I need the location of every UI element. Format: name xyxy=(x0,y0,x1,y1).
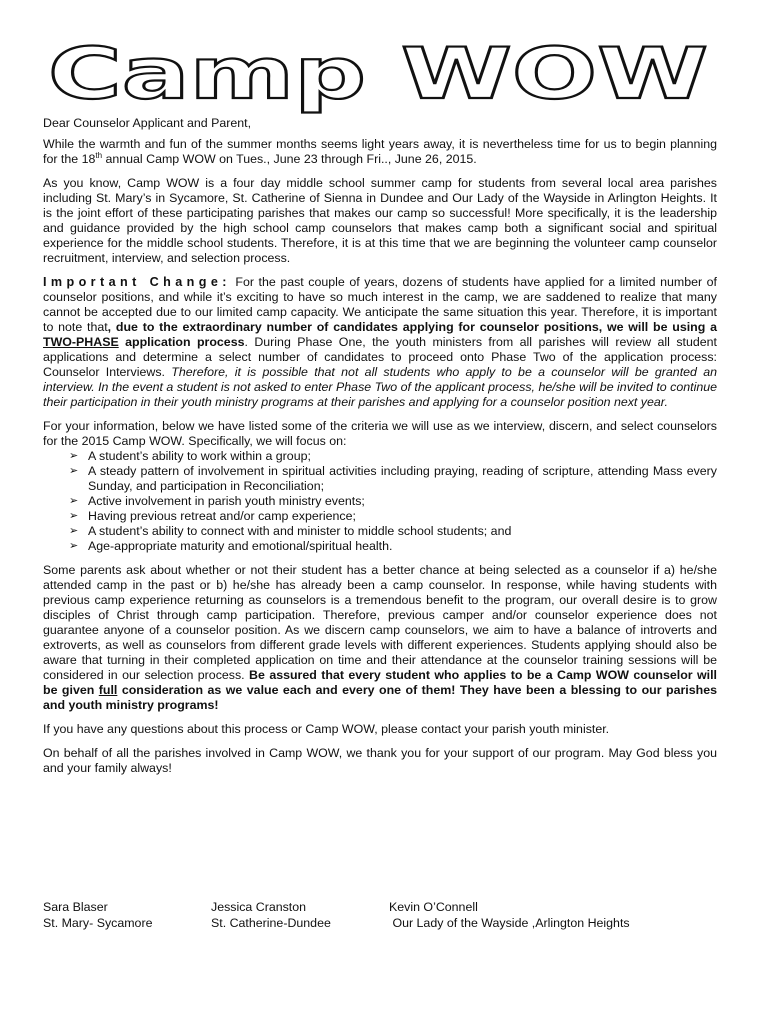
signature-3 xyxy=(389,899,630,931)
important-change-heading: Important Change: xyxy=(43,275,231,289)
arrowhead-bullet-icon: ➢ xyxy=(69,450,79,462)
signer-parish: St. Mary- Sycamore xyxy=(43,916,153,930)
arrowhead-bullet-icon: ➢ xyxy=(69,465,79,477)
paragraph-selection xyxy=(43,563,717,713)
paragraph-important-change xyxy=(43,275,717,410)
list-item xyxy=(43,524,717,539)
greeting: Dear Counselor Applicant and Parent, xyxy=(43,116,252,130)
criteria-text: A student’s ability to work within a group; xyxy=(88,449,311,463)
list-item xyxy=(43,539,717,554)
phase-note-italic: Therefore, it is possible that not all students who apply to be a counselor will be granted an interview. In the event a student is not asked to enter Phase Two of the applicant process, he/she will be invited to continue their participation in their youth ministry programs at their parishes and applying for a counselor position next year. xyxy=(43,365,717,409)
criteria-text: Age-appropriate maturity and emotional/spiritual health. xyxy=(88,539,393,553)
selection-text: Some parents ask about whether or not their student has a better chance at being selected as a counselor if a) he/she attended camp in the past or b) he/she has already been a camp counselor. In response, while having students with previous camp experience returning as counselors is a tremendous benefit to the program, our overall desire is to grow disciples of Christ through camp participation. Therefore, previous camper and/or counselor experience does not guarantee anyone of a counselor position. As we discern camp counselors, we aim to have a balance of introverts and extroverts, as well as counselors from different grade levels with different experiences. Students applying should also be aware that turning in their completed application on time and their attendance at the counselor training sessions will be considered in our selection process. xyxy=(43,563,717,682)
criteria-text: Active involvement in parish youth ministry events; xyxy=(88,494,365,508)
arrowhead-bullet-icon: ➢ xyxy=(69,495,79,507)
assurance-bold-text: Be assured that every student who applies to be a Camp WOW counselor will be given xyxy=(43,668,717,697)
signer-name: Sara Blaser xyxy=(43,900,108,914)
signer-name: Jessica Cranston xyxy=(211,900,307,914)
list-item xyxy=(43,494,717,509)
change-bold-text: , due to the extraordinary number of candidates applying for counselor positions, we will be using a xyxy=(107,320,717,334)
paragraph-questions: If you have any questions about this process or Camp WOW, please contact your parish youth minister. xyxy=(43,722,610,736)
paragraph-about-camp: As you know, Camp WOW is a four day middle school summer camp for students from several local area parishes including St. Mary’s in Sycamore, St. Catherine of Sienna in Dundee and Our Lady of the Wayside in Arlington Heights. It is the joint effort of these participating parishes that makes our camp so successful! More specifically, it is the leadership and guidance provided by the high school camp counselors that makes camp both a significant social and spiritual experience for the middle school students. Therefore, it is at this time that we are beginning the volunteer camp counselor recruitment, interview, and selection process. xyxy=(43,176,717,265)
signer-parish: Our Lady of the Wayside ,Arlington Heights xyxy=(389,916,630,930)
criteria-text: A steady pattern of involvement in spiritual activities including praying, reading of scripture, attending Mass every Sunday, and participation in Reconciliation; xyxy=(88,464,717,493)
list-item xyxy=(43,464,717,494)
signature-2 xyxy=(211,899,331,931)
camp-wow-title xyxy=(38,36,718,116)
paragraph-closing: On behalf of all the parishes involved in Camp WOW, we thank you for your support of our program. May God bless you and your family always! xyxy=(43,746,717,775)
intro-text: While the warmth and fun of the summer months seems light years away, it is nevertheless time for us to begin planning for the 18 xyxy=(43,137,717,166)
list-item xyxy=(43,509,717,524)
title-outline-art xyxy=(38,36,718,116)
phase-text: . During Phase One, the youth ministers from all parishes will review all student applications and determine a select number of candidates to proceed onto Phase Two of the application process: Counselor Interviews. xyxy=(43,335,717,379)
signer-parish: St. Catherine-Dundee xyxy=(211,916,331,930)
arrowhead-bullet-icon: ➢ xyxy=(69,510,79,522)
list-item xyxy=(43,449,717,464)
signer-name: Kevin O’Connell xyxy=(389,900,478,914)
two-phase-label: TWO-PHASE xyxy=(43,335,119,349)
signature-1 xyxy=(43,899,152,931)
application-process-label: application process xyxy=(118,335,245,349)
paragraph-criteria-intro: For your information, below we have listed some of the criteria we will use as we interview, discern, and select counselors for the 2015 Camp WOW. Specifically, we will focus on: xyxy=(43,419,717,448)
full-emphasis: full xyxy=(98,683,118,697)
paragraph-intro xyxy=(43,137,717,167)
arrowhead-bullet-icon: ➢ xyxy=(69,525,79,537)
assurance-bold-text-end: consideration as we value each and every one of them! They have been a blessing to our parishes and youth ministry programs! xyxy=(43,683,717,712)
title-text: Camp WOW xyxy=(48,36,708,115)
arrowhead-bullet-icon: ➢ xyxy=(69,540,79,552)
criteria-text: A student’s ability to connect with and minister to middle school students; and xyxy=(88,524,512,538)
criteria-text: Having previous retreat and/or camp experience; xyxy=(88,509,356,523)
criteria-list xyxy=(43,449,717,554)
change-text: For the past couple of years, dozens of students have applied for a limited number of counselor positions, and while it’s exciting to have so much interest in the camp, we are saddened to realize that many cannot be accepted due to our limited camp capacity. We anticipate the same situation this year. Therefore, it is important to note that xyxy=(43,275,717,334)
letter-body xyxy=(43,116,717,785)
ordinal-suffix: th xyxy=(95,150,103,160)
intro-text-end: annual Camp WOW on Tues., June 23 through Fri.., June 26, 2015. xyxy=(102,152,477,166)
